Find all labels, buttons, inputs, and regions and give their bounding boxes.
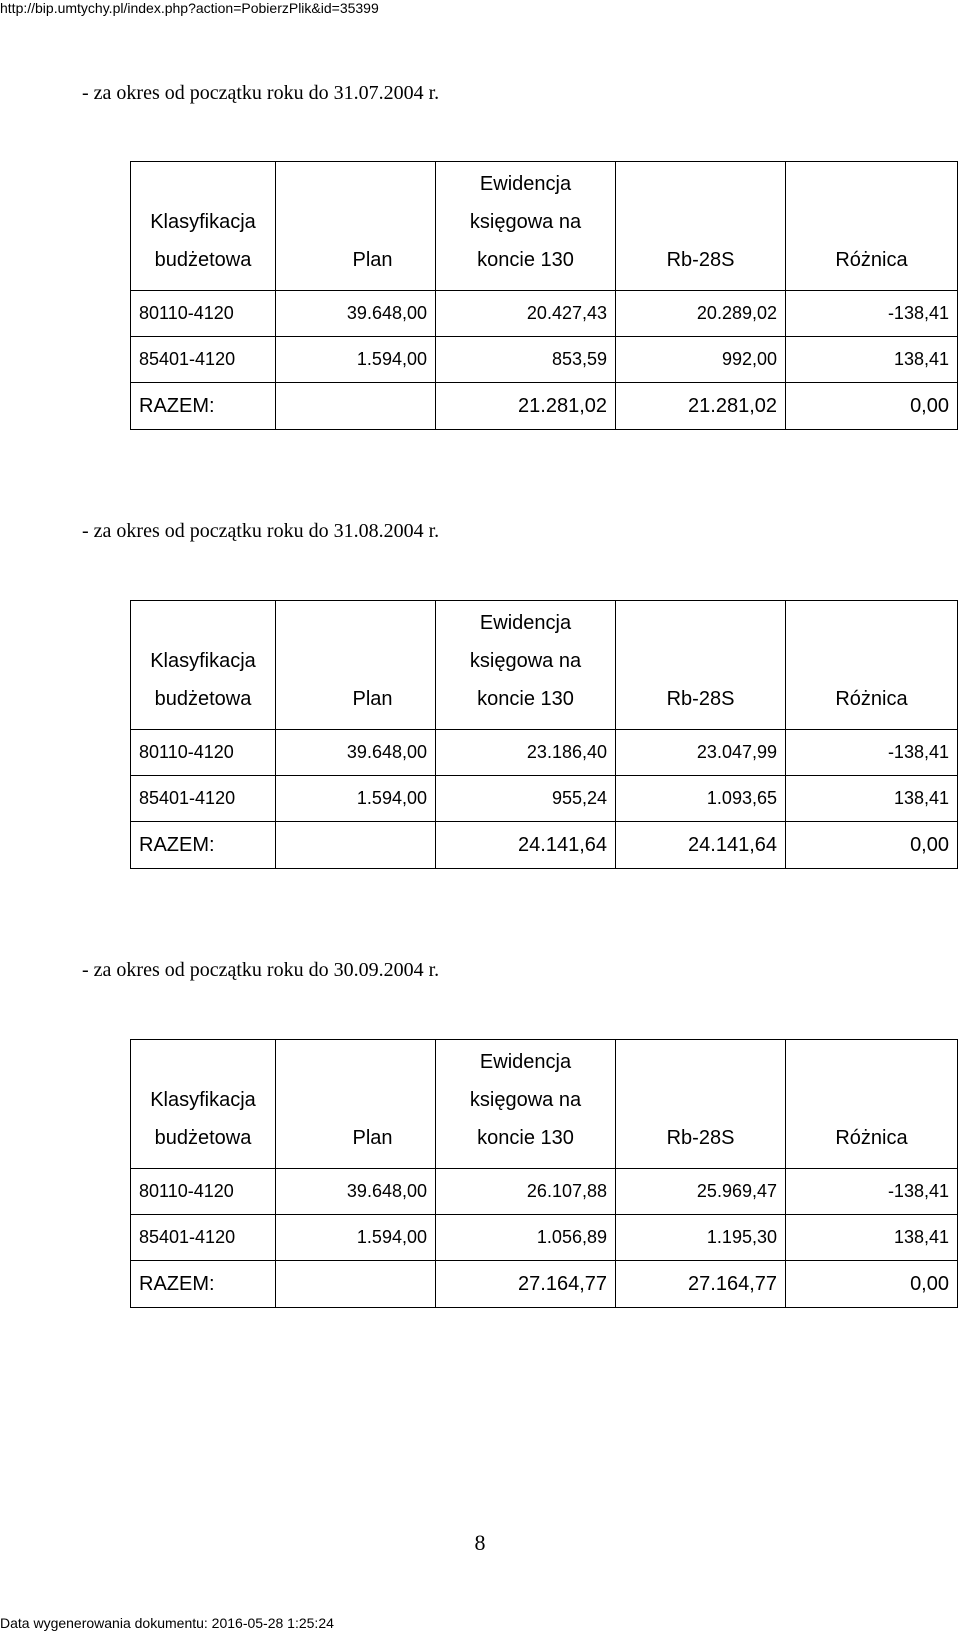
cell-ewidencja: 23.186,40 (436, 730, 616, 776)
total-ewidencja: 24.141,64 (436, 822, 616, 869)
total-rb28s: 27.164,77 (616, 1261, 786, 1308)
header-plan: Plan (276, 162, 436, 291)
total-label: RAZEM: (131, 1261, 276, 1308)
header-roznica: Różnica (786, 601, 958, 730)
cell-klasyfikacja: 80110-4120 (131, 1169, 276, 1215)
total-roznica: 0,00 (786, 1261, 958, 1308)
total-label: RAZEM: (131, 822, 276, 869)
cell-rb28s: 23.047,99 (616, 730, 786, 776)
table-july (130, 161, 958, 430)
table-row (131, 1169, 958, 1215)
cell-plan: 39.648,00 (276, 291, 436, 337)
cell-roznica: -138,41 (786, 291, 958, 337)
header-ewidencja: Ewidencja księgowa na koncie 130 (436, 162, 616, 291)
cell-ewidencja: 20.427,43 (436, 291, 616, 337)
cell-roznica: 138,41 (786, 776, 958, 822)
header-roznica: Różnica (786, 1040, 958, 1169)
table-row (131, 291, 958, 337)
table-august (130, 600, 958, 869)
total-plan-empty (276, 822, 436, 869)
cell-rb28s: 1.195,30 (616, 1215, 786, 1261)
total-label: RAZEM: (131, 383, 276, 430)
cell-plan: 1.594,00 (276, 776, 436, 822)
header-rb28s: Rb-28S (616, 1040, 786, 1169)
header-ewidencja: Ewidencja księgowa na koncie 130 (436, 1040, 616, 1169)
generation-date-footer: Data wygenerowania dokumentu: 2016-05-28 1:25:24 (0, 1615, 334, 1631)
cell-ewidencja: 853,59 (436, 337, 616, 383)
section-title-september: - za okres od początku roku do 30.09.2004 r. (82, 959, 440, 981)
total-ewidencja: 21.281,02 (436, 383, 616, 430)
table-header-row (131, 601, 958, 730)
table-total-row (131, 1261, 958, 1308)
table-row (131, 1215, 958, 1261)
cell-roznica: 138,41 (786, 1215, 958, 1261)
cell-klasyfikacja: 80110-4120 (131, 291, 276, 337)
table-header-row (131, 162, 958, 291)
cell-rb28s: 25.969,47 (616, 1169, 786, 1215)
section-title-july: - za okres od początku roku do 31.07.2004 r. (82, 82, 440, 104)
cell-ewidencja: 1.056,89 (436, 1215, 616, 1261)
total-rb28s: 24.141,64 (616, 822, 786, 869)
header-klasyfikacja: Klasyfikacja budżetowa (131, 162, 276, 291)
header-rb28s: Rb-28S (616, 162, 786, 291)
total-plan-empty (276, 1261, 436, 1308)
source-url: http://bip.umtychy.pl/index.php?action=PobierzPlik&id=35399 (0, 0, 379, 16)
cell-roznica: 138,41 (786, 337, 958, 383)
cell-klasyfikacja: 85401-4120 (131, 337, 276, 383)
cell-plan: 39.648,00 (276, 730, 436, 776)
total-roznica: 0,00 (786, 822, 958, 869)
header-klasyfikacja: Klasyfikacja budżetowa (131, 601, 276, 730)
header-plan: Plan (276, 1040, 436, 1169)
table-row (131, 776, 958, 822)
header-klasyfikacja: Klasyfikacja budżetowa (131, 1040, 276, 1169)
cell-rb28s: 20.289,02 (616, 291, 786, 337)
total-ewidencja: 27.164,77 (436, 1261, 616, 1308)
cell-plan: 39.648,00 (276, 1169, 436, 1215)
table-total-row (131, 822, 958, 869)
cell-ewidencja: 26.107,88 (436, 1169, 616, 1215)
cell-rb28s: 992,00 (616, 337, 786, 383)
cell-roznica: -138,41 (786, 730, 958, 776)
page-number: 8 (474, 1530, 486, 1555)
header-rb28s: Rb-28S (616, 601, 786, 730)
cell-klasyfikacja: 85401-4120 (131, 1215, 276, 1261)
total-roznica: 0,00 (786, 383, 958, 430)
table-row (131, 730, 958, 776)
cell-klasyfikacja: 80110-4120 (131, 730, 276, 776)
cell-ewidencja: 955,24 (436, 776, 616, 822)
table-header-row (131, 1040, 958, 1169)
total-plan-empty (276, 383, 436, 430)
table-september (130, 1039, 958, 1308)
header-roznica: Różnica (786, 162, 958, 291)
table-total-row (131, 383, 958, 430)
cell-rb28s: 1.093,65 (616, 776, 786, 822)
header-ewidencja: Ewidencja księgowa na koncie 130 (436, 601, 616, 730)
cell-plan: 1.594,00 (276, 1215, 436, 1261)
total-rb28s: 21.281,02 (616, 383, 786, 430)
cell-plan: 1.594,00 (276, 337, 436, 383)
cell-roznica: -138,41 (786, 1169, 958, 1215)
section-title-august: - za okres od początku roku do 31.08.2004 r. (82, 520, 440, 542)
cell-klasyfikacja: 85401-4120 (131, 776, 276, 822)
table-row (131, 337, 958, 383)
header-plan: Plan (276, 601, 436, 730)
